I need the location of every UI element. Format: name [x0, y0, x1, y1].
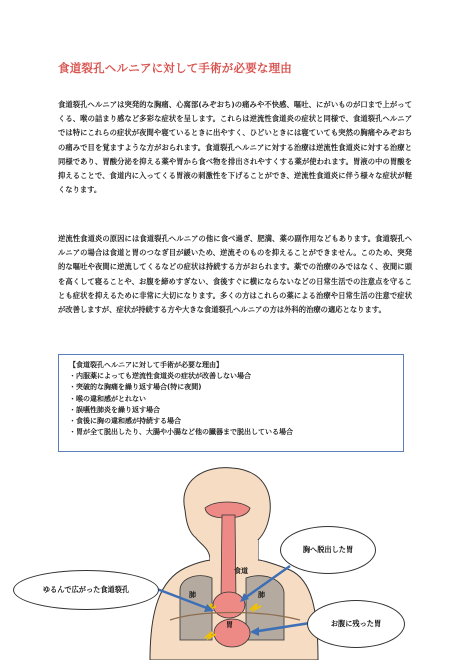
box-item: ・胃が全て脱出したり、大腸や小腸など他の臓器まで脱出している場合: [69, 428, 293, 437]
box-item: ・突破的な胸痛を繰り返す場合(特に夜間): [69, 383, 202, 392]
paragraph-causes: 逆流性食道炎の原因には食道裂孔ヘルニアの他に食べ過ぎ、肥満、薬の副作用などもあります。食道裂孔ヘルニアの場合は食道と胃のつなぎ目が緩いため、逆流そのものを抑えることができません。このため、突発的な嘔吐や夜間に逆流してくるなどの症状は持続する方がおられます。薬での治療のみではなく、夜間に頭を高くして寝ることや、お腹を締めすぎない、食後すぐに横にならないなどの日常生活での注意点を守ることも症状を抑えるために非常に大切になります。多くの方はこれらの薬による治療や日常生活の注意で症状が改善しますが、症状が持続する方や大きな食道裂孔ヘルニアの方は外科的治療の適応となります。: [58, 234, 412, 315]
box-item: ・誤嚥性肺炎を繰り返す場合: [69, 405, 160, 414]
box-title: 【食道裂孔ヘルニアに対して手術が必要な理由】: [69, 361, 223, 369]
box-item: ・食後に胸の違和感が持続する場合: [69, 417, 181, 426]
box-item: ・喉の違和感がとれない: [69, 394, 146, 403]
callout-abdominal-stomach: お腹に残った胃: [307, 600, 405, 648]
herniated-stomach: [213, 592, 245, 618]
box-item: ・内服薬によっても逆流性食道炎の症状が改善しない場合: [69, 372, 251, 381]
hiatal-hernia-diagram: [0, 460, 467, 660]
callout-herniated-stomach: 胸へ脱出した胃: [280, 526, 376, 574]
label-stomach: 胃: [226, 621, 233, 629]
label-lung-left: 肺: [189, 591, 196, 599]
paragraph-symptoms: 食道裂孔ヘルニアは突発的な胸痛、心窩部(みぞおち)の痛みや不快感、嘔吐、にがいものが口まで上がってくる、喉の詰まり感など多彩な症状を呈します。これらは逆流性食道炎の症状と同様で、食道裂孔ヘルニアでは特にこれらの症状が夜間や寝ているときに出やすく、ひどいときには寝ていても突然の胸痛やみぞおちの痛みで目を覚ますような方がおられます。食道裂孔ヘルニアに対する治療は逆流性食道炎に対する治療と同様であり、胃酸分泌を抑える薬や胃から食べ物を排出されやすくする薬が使われます。胃液の中の胃酸を抑えることで、食道内に入ってくる胃液の刺激性を下げることができ、逆流性食道炎に伴う様々な症状が軽くなります。: [58, 100, 412, 195]
surgery-reasons-box: [58, 354, 404, 452]
esophagus: [221, 515, 236, 600]
label-esophagus: 食道: [234, 567, 248, 575]
callout-widened-hiatus: ゆるんで広がった食道裂孔: [13, 570, 159, 610]
label-lung-right: 肺: [258, 591, 265, 599]
page-title: 食道裂孔ヘルニアに対して手術が必要な理由: [58, 61, 292, 75]
